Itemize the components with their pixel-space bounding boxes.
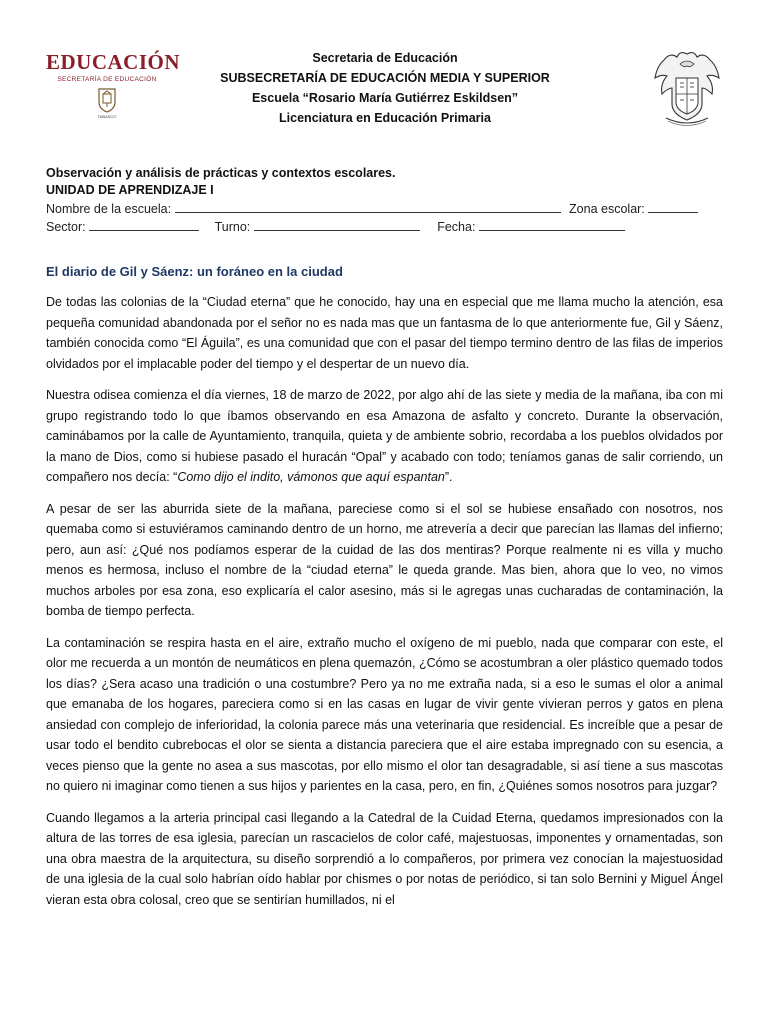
- logo-word: EDUCACIÓN: [46, 50, 181, 74]
- sector-blank[interactable]: [89, 219, 199, 231]
- sector-label: Sector:: [46, 220, 86, 234]
- paragraph-4: La contaminación se respira hasta en el aire, extraño mucho el oxígeno de mi pueblo, nada que comparar con este, el olor me recuerda a un montón de neumáticos en plena quemazón, ¿Cómo se acostumbran a oler plástico quemado todos los días? ¿Sera acaso una tradición o una costumbre? Pero ya no me extraña nada, si a eso le sumas el olor a animal que emanaba de los hogares, pareciera como si en las casas en lugar de vivir gente vivieran perros y gatos en plena ansiedad con complejo de inferioridad, la colonia parece más una veterinaria que residencial. Es increíble que a pesar de usar todo el bendito cubrebocas el olor se sienta a distancia pareciera que el aire estaba impregnado con su esencia, a veces pienso que la gente no asea a sus mascotas, por ello mismo el olor tan desagradable, si así tiene a sus mascotas no quiero ni imaginar como tienen a sus hijos y parientes en la casa, pero, en fin, ¿Quiénes somos nosotros para juzgar?: [46, 635, 723, 793]
- logo-state: TABASCO: [97, 114, 117, 119]
- shift-label: Turno:: [214, 220, 251, 234]
- school-zone-blank[interactable]: [648, 201, 698, 213]
- header-line-3: Escuela “Rosario María Gutiérrez Eskildsen”: [251, 91, 519, 105]
- essay-body: [46, 292, 723, 921]
- date-blank[interactable]: [479, 219, 625, 231]
- paragraph-5: Cuando llegamos a la arteria principal casi llegando a la Catedral de la Cuidad Eterna, quedamos impresionados con la altura de las torres de esa iglesia, parecían un rascacielos de color café, majestuosas, imponentes y ornamentadas, son una obra maestra de la arquitectura, su diseño sorprendió a lo compañeros, por primera vez conocían la majestuosidad de una iglesia de la cual solo habrían oído hablar por chismes o por notas de periódico, si tan solo Bernini y Miguel Ángel vieran esta obra colosal, creo que se sentirían humillados, ni el: [46, 810, 723, 907]
- document-header: [180, 48, 590, 128]
- paragraph-3: A pesar de ser las aburrida siete de la mañana, pareciese como si el sol se hubiese ensañado con nosotros, nos quemaba como si estuviéramos caminando dentro de un horno, me atrevería a decir que parecían las llamas del infierno; pero, aun así: ¿Qué nos podíamos esperar de la cuidad de las dos mentiras? Porque realmente ni es villa y mucho menos es hermosa, incluso el nombre de la “ciudad eterna” le queda grande. Mas bien, ahora que lo veo, no vimos muchos arboles por esa zona, eso explicaría el calor asesino, más si le agregas unas cucharadas de contaminación, la bomba de tiempo perfecta.: [46, 501, 723, 618]
- date-label: Fecha:: [437, 220, 476, 234]
- school-name-label: Nombre de la escuela:: [46, 202, 172, 216]
- header-line-4: Licenciatura en Educación Primaria: [279, 111, 491, 125]
- form-fields: [46, 200, 726, 236]
- shift-blank[interactable]: [254, 219, 420, 231]
- fields-row-1: [46, 200, 726, 218]
- school-crest-icon: [650, 48, 724, 128]
- learning-unit: UNIDAD DE APRENDIZAJE I: [46, 183, 214, 197]
- header-line-2: SUBSECRETARÍA DE EDUCACIÓN MEDIA Y SUPERIOR: [220, 71, 550, 85]
- paragraph-2-end: ”.: [444, 470, 453, 484]
- school-zone-label: Zona escolar:: [569, 202, 645, 216]
- course-info: [46, 165, 726, 199]
- logo-subtitle: SECRETARÍA DE EDUCACIÓN: [57, 76, 157, 83]
- header-line-1: Secretaria de Educación: [312, 51, 458, 65]
- essay-title: El diario de Gil y Sáenz: un foráneo en la ciudad: [46, 264, 343, 279]
- paragraph-1: De todas las colonias de la “Ciudad eterna” que he conocido, hay una en especial que me llama mucho la atención, esa pequeña comunidad abandonada por el señor no es nada mas que un fantasma de lo que anteriormente fue, Gil y Sáenz, también conocida como “El Águila”, es una comunidad que con el pasar del tiempo termino dentro de las filas de imperios olvidados por el implacable poder del tiempo y el despertar de un nuevo día.: [46, 295, 723, 371]
- course-name: Observación y análisis de prácticas y contextos escolares.: [46, 166, 396, 180]
- paragraph-2: [46, 385, 723, 488]
- school-name-blank[interactable]: [175, 201, 561, 213]
- state-shield-icon: [97, 87, 117, 113]
- education-logo: [46, 50, 181, 119]
- paragraph-2-text: Nuestra odisea comienza el día viernes, 18 de marzo de 2022, por algo ahí de las siete y media de la mañana, iba con mi grupo registrando todo lo que íbamos observando en esa Amazona de asfalto y concreto. Durante la observación, caminábamos por la calle de Ayuntamiento, tranquila, quieta y de ambiente sobrio, recordaba a los pueblos olvidados por la mano de Dios, como si hubiese pasado el huracán “Opal” y acabado con todo; teníamos ganas de salir corriendo, un compañero nos decía: “: [46, 388, 723, 484]
- paragraph-2-quote: Como dijo el indito, vámonos que aquí espantan: [177, 470, 445, 484]
- fields-row-2: [46, 218, 726, 236]
